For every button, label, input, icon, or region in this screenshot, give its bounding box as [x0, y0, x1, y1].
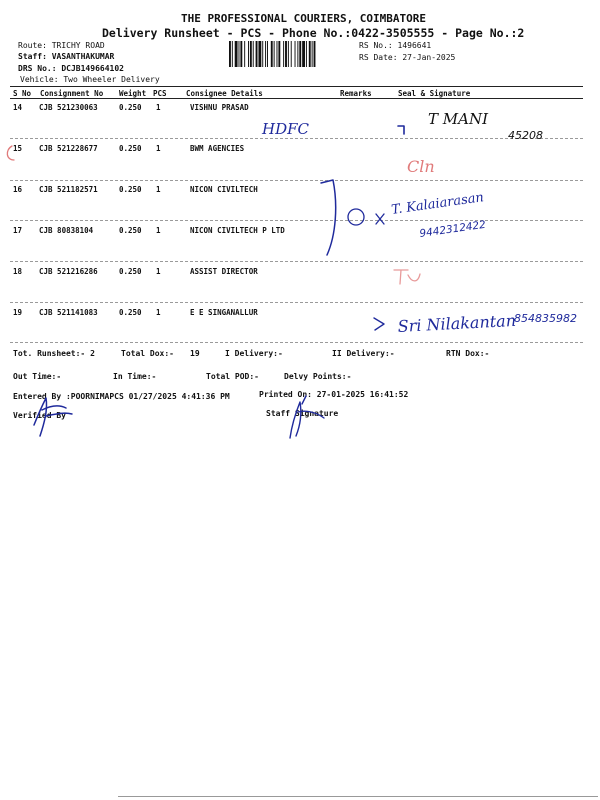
ii-delivery: II Delivery:- — [332, 349, 395, 358]
barcode-bar — [312, 41, 313, 67]
row-sno: 14 — [13, 103, 23, 112]
barcode-bar — [285, 41, 287, 67]
staff-label: Staff: VASANTHAKUMAR — [18, 52, 115, 61]
row-divider — [10, 302, 583, 303]
row-consignee: E E SINGANALLUR — [190, 308, 258, 317]
barcode-bar — [250, 41, 252, 67]
col-header-remarks: Remarks — [340, 89, 372, 98]
handwriting-signature-19: Sri Nilakantan — [397, 310, 517, 336]
company-title: THE PROFESSIONAL COURIERS, COIMBATORE — [181, 12, 427, 25]
barcode-bar — [278, 41, 280, 67]
barcode-bar — [283, 41, 284, 67]
total-pod: Total POD:- — [206, 372, 259, 381]
handwriting-bracket — [321, 180, 336, 255]
handwriting-number-14: 45208 — [508, 129, 543, 142]
row-consignee: NICON CIVILTECH — [190, 185, 258, 194]
barcode-bar — [288, 41, 289, 67]
row-divider — [10, 342, 583, 343]
barcode-bar — [309, 41, 311, 67]
row-pcs: 1 — [156, 267, 161, 276]
row-weight: 0.250 — [119, 144, 142, 153]
handwriting-circle — [348, 209, 364, 225]
barcode-bar — [306, 41, 307, 67]
row-divider — [10, 261, 583, 262]
barcode-bar — [274, 41, 275, 67]
page-bottom-edge — [118, 796, 598, 797]
barcode-bar — [295, 41, 296, 67]
row-sno: 15 — [13, 144, 23, 153]
barcode-bar — [291, 41, 292, 67]
verified-by: Verified By — [13, 411, 66, 420]
row-weight: 0.250 — [119, 226, 142, 235]
row-pcs: 1 — [156, 185, 161, 194]
barcode-bar — [239, 41, 240, 67]
row-divider — [10, 138, 583, 139]
row-weight: 0.250 — [119, 267, 142, 276]
barcode-bar — [235, 41, 238, 67]
route-label: Route: TRICHY ROAD — [18, 41, 105, 50]
row-consignee: BWM AGENCIES — [190, 144, 245, 153]
table-header-rule — [10, 98, 583, 99]
row-sno: 16 — [13, 185, 23, 194]
row-consignment: CJB 521182571 — [39, 185, 98, 194]
vehicle-label: Vehicle: Two Wheeler Delivery — [20, 75, 160, 84]
staff-signature-label: Staff Signature — [266, 409, 339, 418]
barcode-image — [229, 41, 349, 67]
barcode-bar — [314, 41, 316, 67]
row-sno: 19 — [13, 308, 23, 317]
row-sno: 17 — [13, 226, 23, 235]
handwriting-number-16: 9442312422 — [418, 218, 487, 240]
row-weight: 0.250 — [119, 185, 142, 194]
printed-on: Printed On: 27-01-2025 16:41:52 — [259, 390, 409, 399]
handwriting-hdfc: HDFC — [262, 120, 309, 138]
handwriting-signature-16: T. Kalaiarasan — [390, 190, 485, 218]
table-top-rule — [10, 86, 583, 87]
row-consignment: CJB 521216286 — [39, 267, 98, 276]
row-pcs: 1 — [156, 103, 161, 112]
handwriting-signature-15: Cln — [407, 157, 435, 176]
barcode-bar — [256, 41, 258, 67]
barcode-bar — [297, 41, 298, 67]
row-weight: 0.250 — [119, 103, 142, 112]
barcode-bar — [302, 41, 305, 67]
handwriting-arrow — [374, 318, 384, 330]
col-header-sno: S No — [13, 89, 32, 98]
runsheet-subtitle: Delivery Runsheet - PCS - Phone No.:0422-3505555 - Page No.:2 — [102, 26, 525, 40]
row-divider — [10, 180, 583, 181]
rs-date: RS Date: 27-Jan-2025 — [359, 53, 456, 62]
barcode-bar — [258, 41, 261, 67]
barcode-bar — [240, 41, 242, 67]
total-dox-value: 19 — [190, 349, 200, 358]
row-pcs: 1 — [156, 226, 161, 235]
row-pcs: 1 — [156, 144, 161, 153]
col-header-seal: Seal & Signature — [398, 89, 471, 98]
row-pcs: 1 — [156, 308, 161, 317]
handwriting-mark — [398, 126, 404, 134]
barcode-bar — [265, 41, 266, 67]
barcode-bar — [232, 41, 233, 67]
row-consignee: ASSIST DIRECTOR — [190, 267, 258, 276]
col-header-pcs: PCS — [153, 89, 167, 98]
handwriting-number-19: 854835982 — [514, 312, 577, 325]
barcode-bar — [244, 41, 245, 67]
in-time: In Time:- — [113, 372, 157, 381]
row-divider — [10, 220, 583, 221]
red-ink-mark — [394, 270, 420, 284]
row-consignee: NICON CIVILTECH P LTD — [190, 226, 285, 235]
out-time: Out Time:- — [13, 372, 62, 381]
total-runsheet: Tot. Runsheet:- 2 — [13, 349, 95, 358]
barcode-bar — [229, 41, 231, 67]
barcode-bar — [253, 41, 254, 67]
col-header-consignment: Consignment No — [40, 89, 104, 98]
barcode-bar — [271, 41, 273, 67]
barcode-bar — [248, 41, 249, 67]
barcode-bar — [267, 41, 268, 67]
handwriting-cross — [376, 214, 384, 224]
row-consignment: CJB 521141083 — [39, 308, 98, 317]
barcode-bar — [277, 41, 278, 67]
barcode-bar — [299, 41, 301, 67]
delivery-points: Delvy Points:- — [284, 372, 352, 381]
entered-by: Entered By :POORNIMAPCS 01/27/2025 4:41:36 PM — [13, 392, 230, 401]
barcode-bar — [262, 41, 263, 67]
row-consignment: CJB 521230063 — [39, 103, 98, 112]
row-sno: 18 — [13, 267, 23, 276]
drs-number: DRS No.: DCJB149664102 — [18, 64, 124, 73]
rs-number: RS No.: 1496641 — [359, 41, 432, 50]
rtn-dox: RTN Dox:- — [446, 349, 490, 358]
row-consignment: CJB 80838104 — [39, 226, 94, 235]
i-delivery: I Delivery:- — [225, 349, 283, 358]
total-dox-label: Total Dox:- — [121, 349, 174, 358]
row-weight: 0.250 — [119, 308, 142, 317]
handwriting-signature-14: T MANI — [428, 110, 489, 128]
row-consignment: CJB 521228677 — [39, 144, 98, 153]
col-header-consignee: Consignee Details — [186, 89, 263, 98]
col-header-weight: Weight — [119, 89, 147, 98]
row-consignee: VISHNU PRASAD — [190, 103, 249, 112]
